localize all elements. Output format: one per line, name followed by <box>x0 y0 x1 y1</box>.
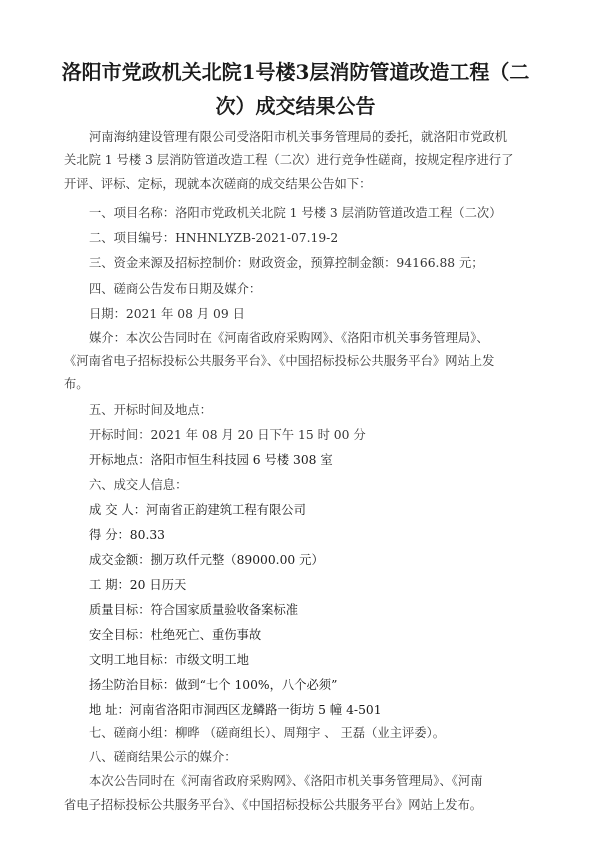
intro-line-1: 河南海纳建设管理有限公司受洛阳市机关事务管理局的委托，就洛阳市党政机 <box>89 130 508 144</box>
opening-time: 开标时间：2021 年 08 月 20 日下午 15 时 00 分 <box>89 428 366 442</box>
winner-period: 工 期：20 日历天 <box>89 578 187 592</box>
page-title-line-2: 次）成交结果公告 <box>215 94 376 118</box>
winner-name: 成 交 人：河南省正韵建筑工程有限公司 <box>89 503 306 517</box>
panel-members: 七、磋商小组：柳晔 （磋商组长）、周翔宇 、 王磊（业主评委）。 <box>89 726 446 740</box>
final-line-2: 省电子招标投标公共服务平台》、《中国招标投标公共服务平台》网站上发布。 <box>64 798 483 812</box>
winner-amount: 成交金额：捌万玖仟元整（89000.00 元） <box>89 553 324 567</box>
intro-line-2: 关北院 1 号楼 3 层消防管道改造工程（二次）进行竞争性磋商，按规定程序进行了 <box>64 153 514 167</box>
announcement-heading: 四、磋商公告发布日期及媒介： <box>89 282 262 296</box>
media-line-1: 媒介：本次公告同时在《河南省政府采购网》、《洛阳市机关事务管理局》、 <box>89 331 489 345</box>
quality-target: 质量目标：符合国家质量验收备案标准 <box>89 603 299 617</box>
intro-line-3: 开评、评标、定标，现就本次磋商的成交结果公告如下： <box>64 177 372 191</box>
winner-score: 得 分：80.33 <box>89 528 166 542</box>
result-media-heading: 八、磋商结果公示的媒介： <box>89 750 237 764</box>
dust-control-target: 扬尘防治目标：做到“七个 100%，八个必须” <box>89 678 338 692</box>
project-name: 一、项目名称：洛阳市党政机关北院 1 号楼 3 层消防管道改造工程（二次） <box>89 206 502 220</box>
fund-source: 三、资金来源及招标控制价：财政资金，预算控制金额：94166.88 元； <box>89 256 484 270</box>
opening-place: 开标地点：洛阳市恒生科技园 6 号楼 308 室 <box>89 453 333 467</box>
opening-heading: 五、开标时间及地点： <box>89 403 212 417</box>
media-line-2: 《河南省电子招标投标公共服务平台》、《中国招标投标公共服务平台》网站上发 <box>64 354 495 368</box>
announcement-date: 日期：2021 年 08 月 09 日 <box>89 307 245 321</box>
media-line-3: 布。 <box>64 377 89 391</box>
project-number: 二、项目编号：HNHNLYZB-2021-07.19-2 <box>89 231 339 245</box>
winner-address: 地 址：河南省洛阳市洞西区龙鳞路一街坊 5 幢 4-501 <box>89 703 382 717</box>
final-line-1: 本次公告同时在《河南省政府采购网》、《洛阳市机关事务管理局》、《河南 <box>89 774 483 788</box>
civil-site-target: 文明工地目标：市级文明工地 <box>89 653 249 667</box>
page-title-line-1: 洛阳市党政机关北院1号楼3层消防管道改造工程（二 <box>61 60 530 84</box>
winner-heading: 六、成交人信息： <box>89 478 188 492</box>
safety-target: 安全目标：杜绝死亡、重伤事故 <box>89 628 262 642</box>
